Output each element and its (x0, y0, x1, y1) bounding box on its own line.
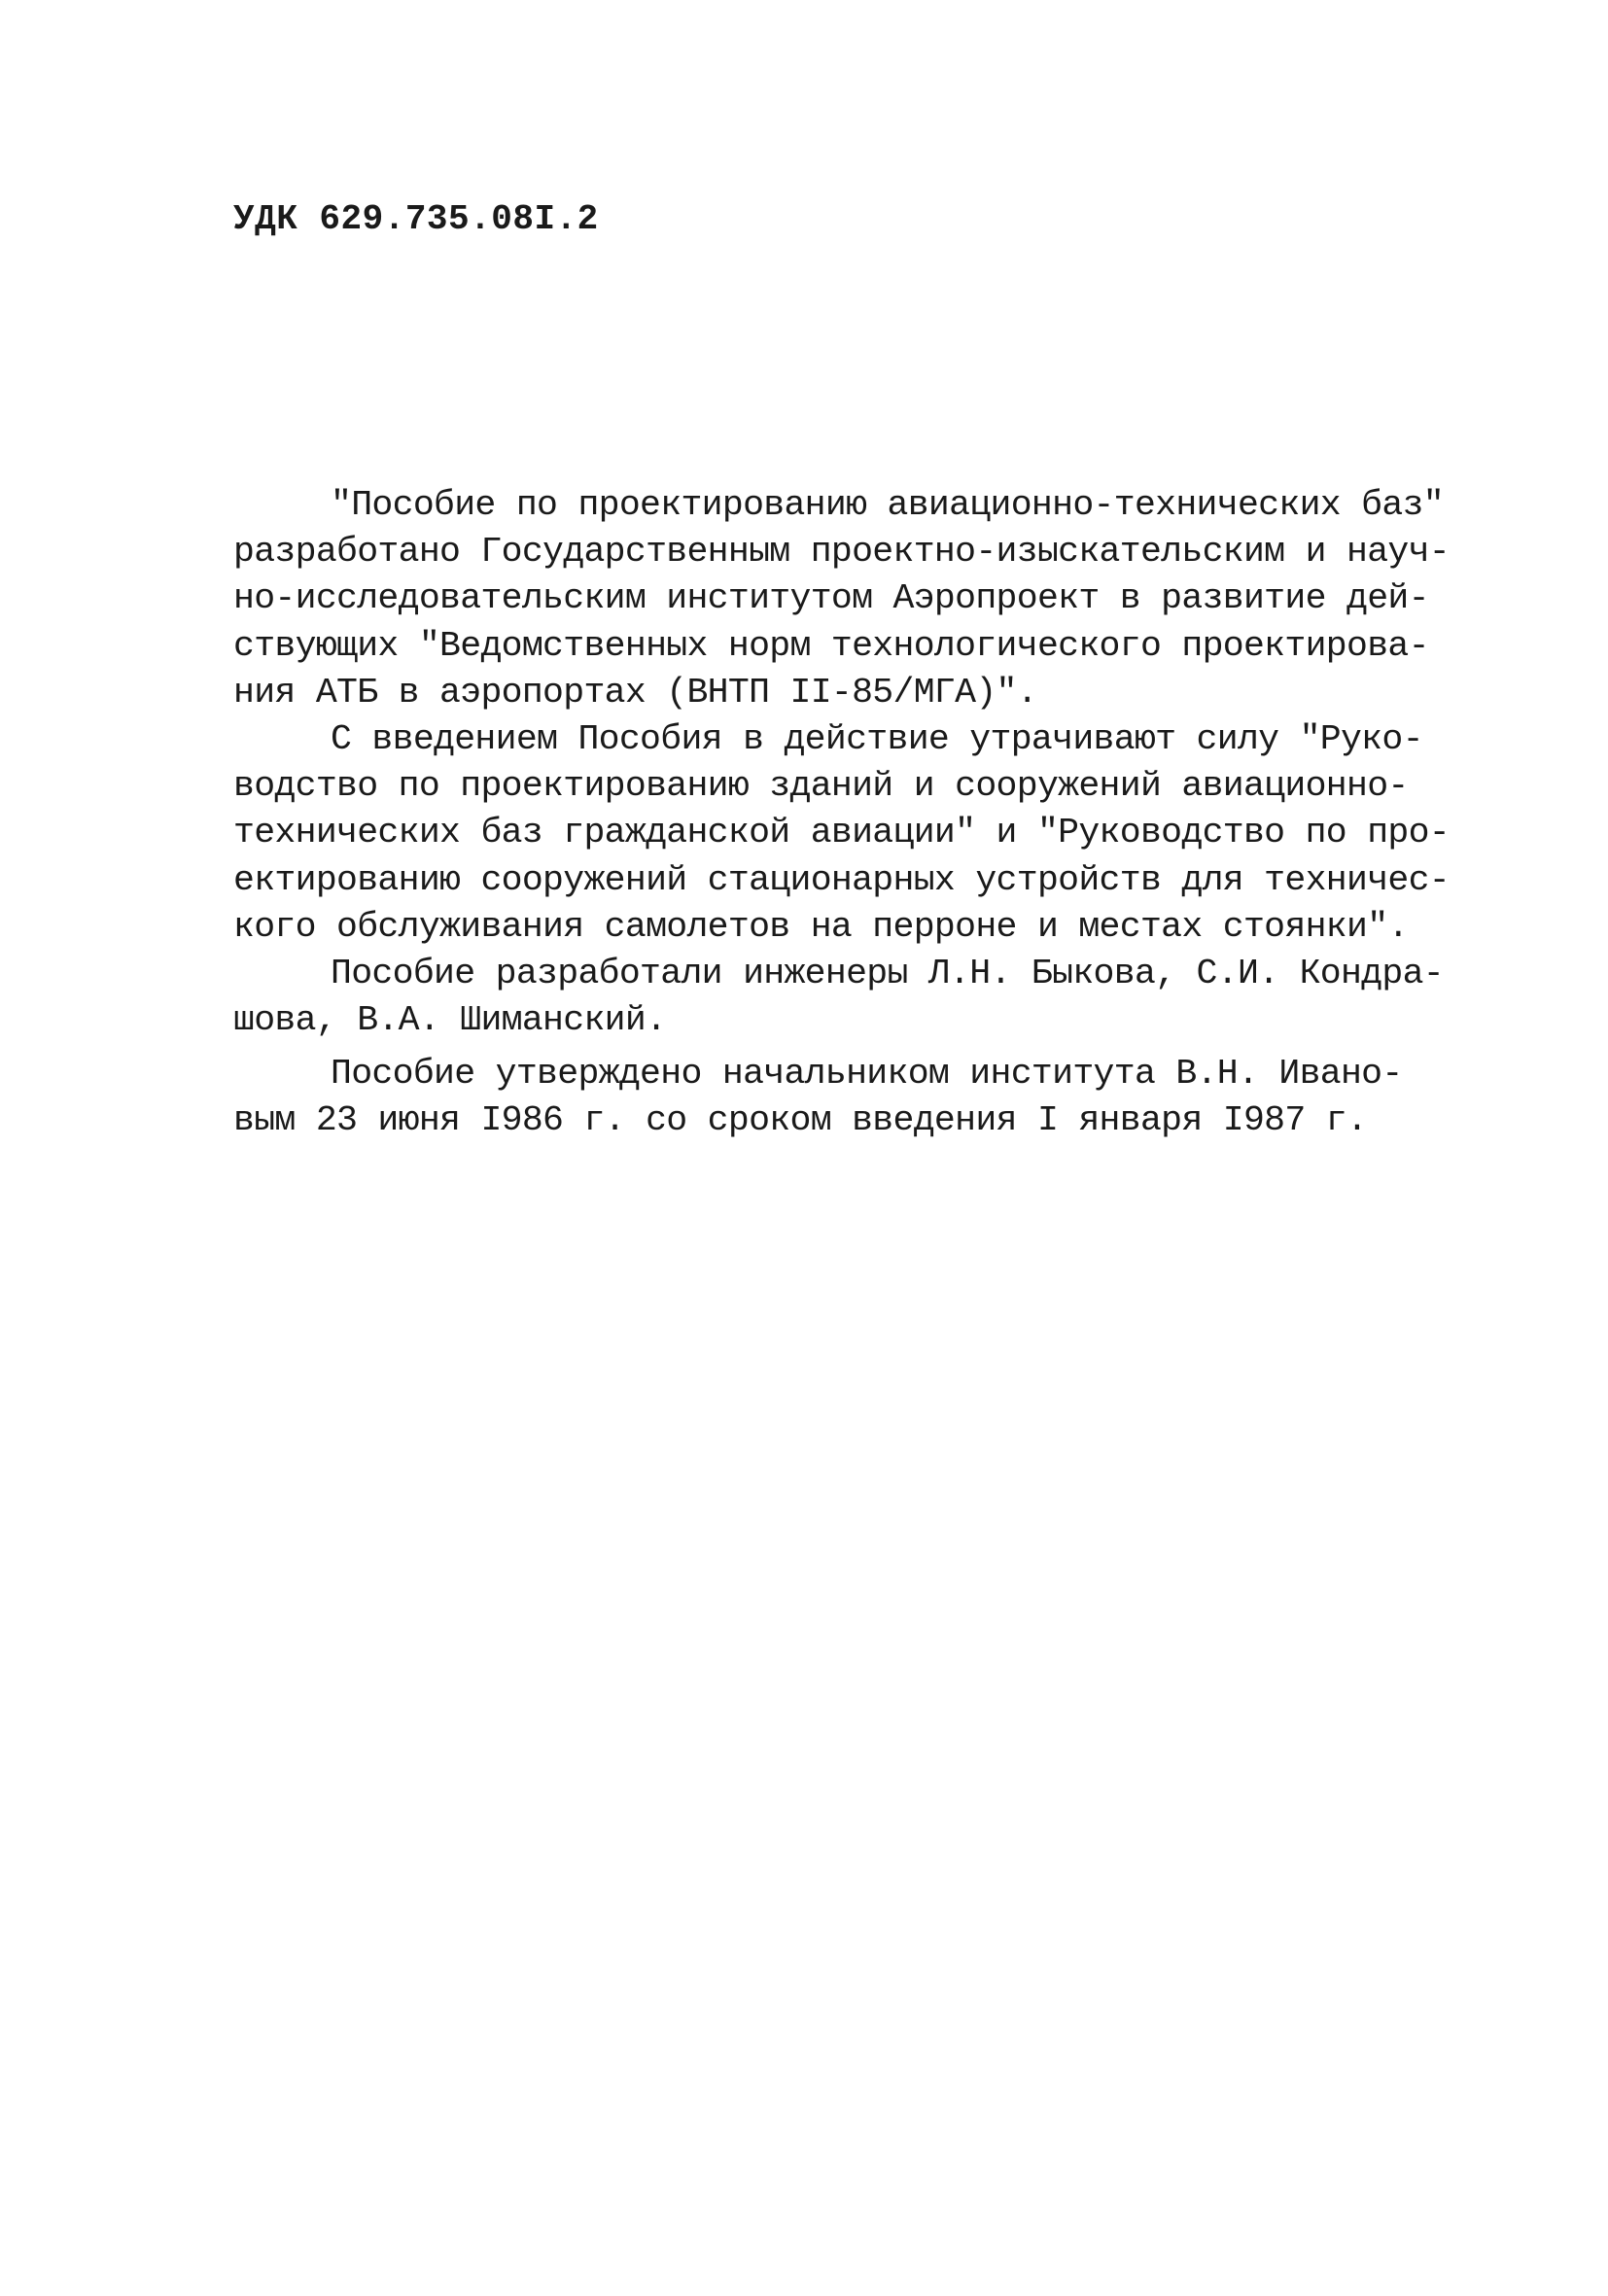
paragraph-developer (233, 482, 1451, 716)
paragraph-line: технических баз гражданской авиации" и "Руководство по про- (233, 813, 1451, 853)
paragraph-line: шова, В.А. Шиманский. (233, 1000, 667, 1041)
paragraph-line: но-исследовательским институтом Аэропроект в развитие дей- (233, 578, 1429, 619)
paragraph-line: ствующих "Ведомственных норм технологического проектирова- (233, 625, 1429, 666)
paragraph-line: кого обслуживания самолетов на перроне и местах стоянки". (233, 906, 1409, 947)
paragraph-authors (233, 951, 1444, 1044)
udk-code: УДК 629.735.08I.2 (233, 199, 599, 239)
paragraph-line: Пособие разработали инженеры Л.Н. Быкова, С.И. Кондра- (331, 953, 1444, 993)
paragraph-line: ектированию сооружений стационарных устройств для техничес- (233, 859, 1451, 900)
paragraph-line: ния АТБ в аэропортах (ВНТП II-85/МГА)". (233, 672, 1037, 713)
document-body (233, 482, 1451, 1145)
paragraph-line: С введением Пособия в действие утрачивают силу "Руко- (331, 718, 1423, 759)
paragraph-approval (233, 1051, 1410, 1144)
paragraph-line: вым 23 июня I986 г. со сроком введения I января I987 г. (233, 1100, 1368, 1141)
paragraph-line: разработано Государственным проектно-изыскательским и науч- (233, 532, 1451, 573)
paragraph-line: "Пособие по проектированию авиационно-технических баз" (331, 485, 1444, 525)
paragraph-line: водство по проектированию зданий и сооружений авиационно- (233, 766, 1409, 807)
paragraph-line: Пособие утверждено начальником института В.Н. Ивано- (331, 1054, 1403, 1095)
paragraph-spacer (233, 1044, 1410, 1051)
paragraph-superseded (233, 716, 1451, 951)
